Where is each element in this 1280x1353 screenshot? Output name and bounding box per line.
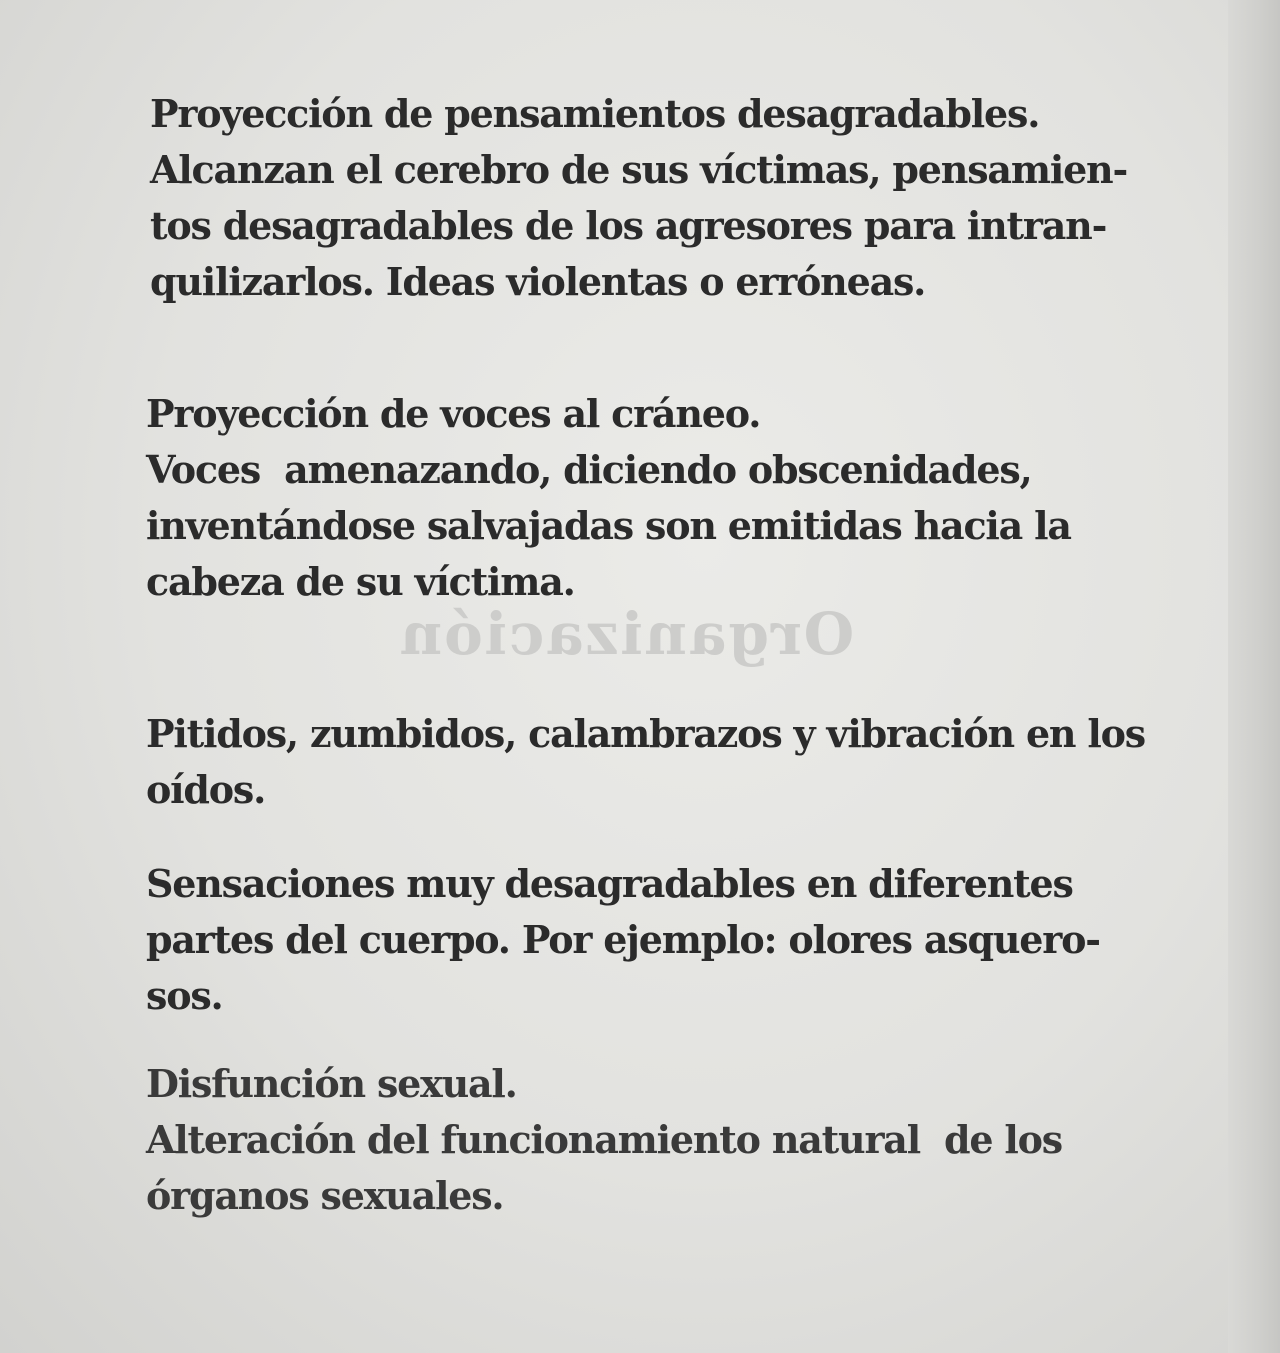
text-line: órganos sexuales. [146, 1173, 504, 1218]
text-line: Disfunción sexual. [146, 1061, 517, 1106]
show-through-text: Organización [398, 600, 855, 668]
text-line: Pitidos, zumbidos, calambrazos y vibración en los [146, 711, 1145, 756]
paragraph-body-sensations [146, 856, 1206, 1024]
paragraph-ear-noise [146, 706, 1206, 818]
text-line: inventándose salvajadas son emitidas hacia la [146, 503, 1071, 548]
paragraph-sexual-dysfunction [146, 1056, 1206, 1224]
text-line: cabeza de su víctima. [146, 559, 575, 604]
text-line: Proyección de voces al cráneo. [146, 391, 761, 436]
text-line: Alteración del funcionamiento natural de los [146, 1117, 1062, 1162]
page-edge [1228, 0, 1280, 1353]
text-line: Sensaciones muy desagradables en diferentes [146, 861, 1073, 906]
text-line: sos. [146, 973, 223, 1018]
paragraph-thought-projection [150, 86, 1210, 310]
text-line: Alcanzan el cerebro de sus víctimas, pensamien- [150, 147, 1128, 192]
text-line: Proyección de pensamientos desagradables. [150, 91, 1040, 136]
text-line: tos desagradables de los agresores para intran- [150, 203, 1107, 248]
text-line: partes del cuerpo. Por ejemplo: olores asquero- [146, 917, 1100, 962]
text-line: quilizarlos. Ideas violentas o erróneas. [150, 259, 926, 304]
paragraph-voice-projection [146, 386, 1206, 610]
text-line: Voces amenazando, diciendo obscenidades, [146, 447, 1032, 492]
text-line: oídos. [146, 767, 266, 812]
